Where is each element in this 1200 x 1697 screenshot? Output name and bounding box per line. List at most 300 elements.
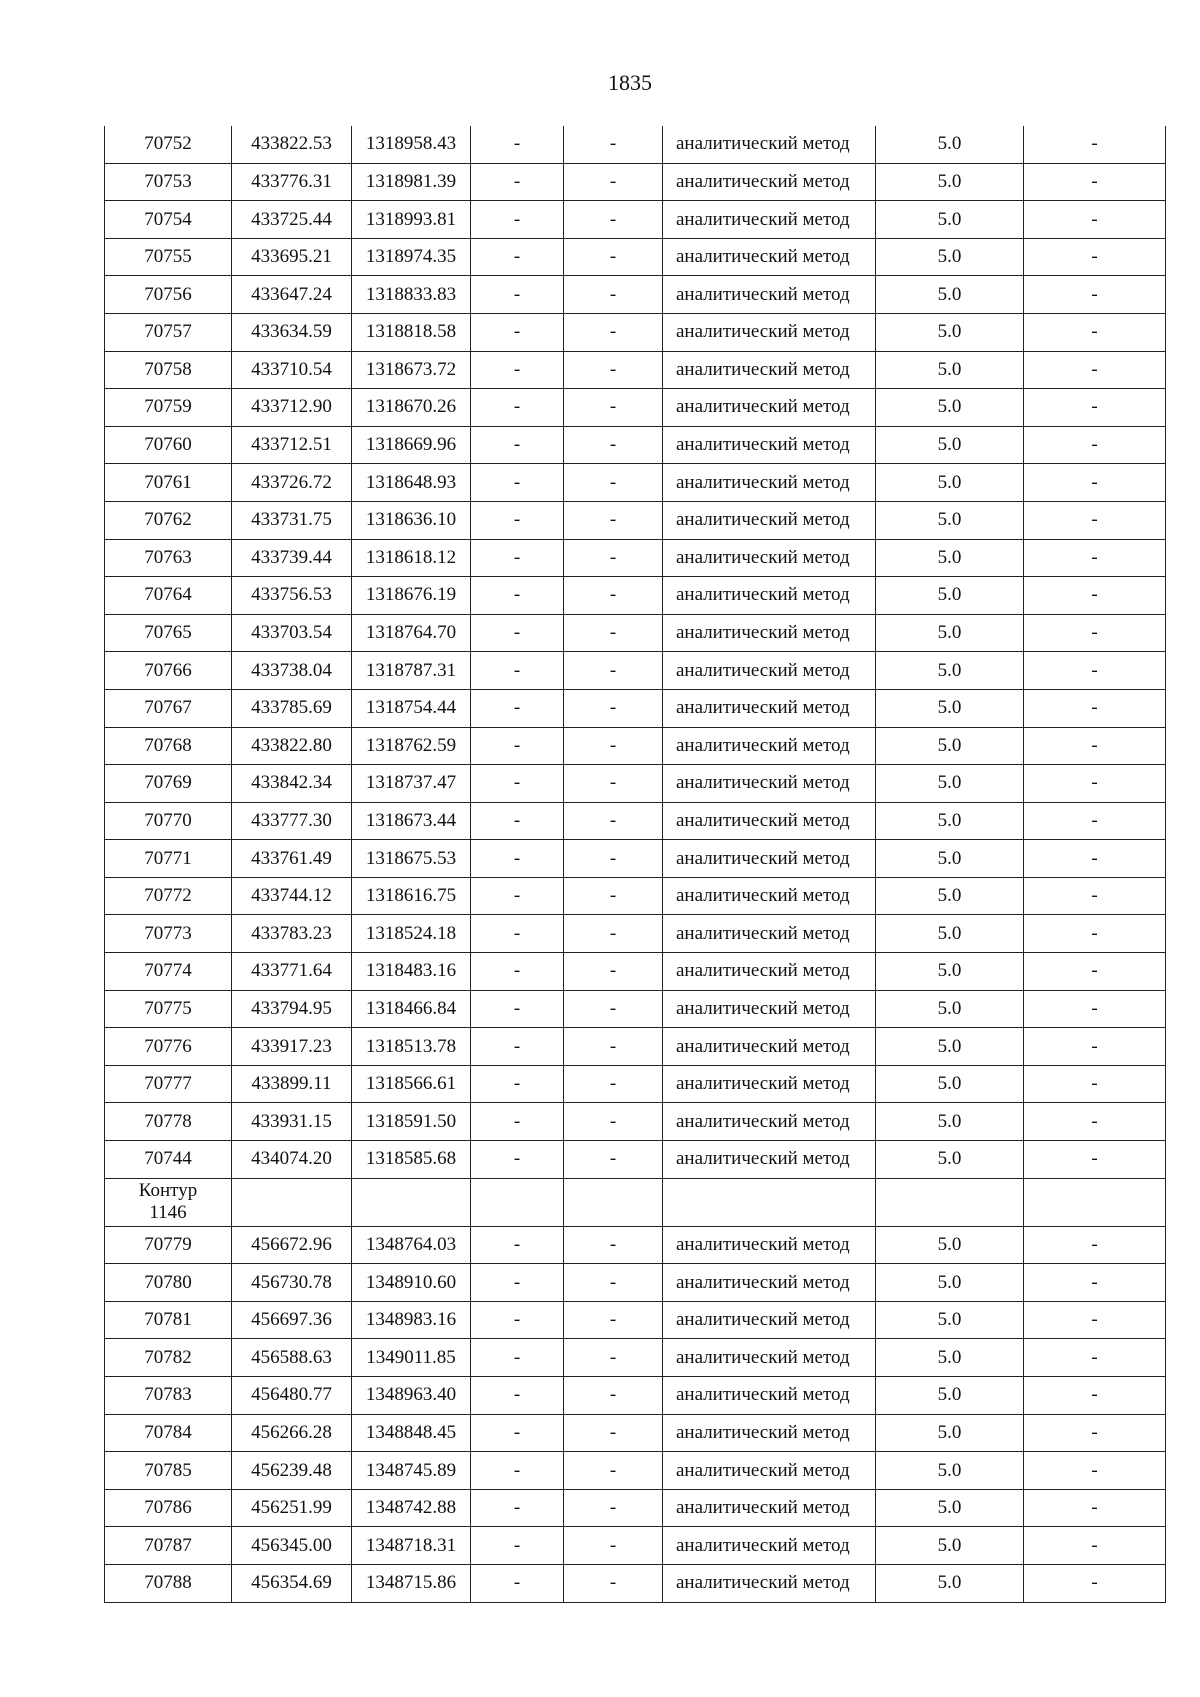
method-cell: аналитический метод [663,313,876,351]
method-cell: аналитический метод [663,990,876,1028]
contour-label [105,1178,232,1226]
point-number-cell: 70787 [105,1527,232,1565]
dash-cell: - [1024,1489,1166,1527]
x-coordinate-cell: 433917.23 [232,1028,352,1066]
dash-cell: - [564,1377,663,1415]
table-row [105,1301,1166,1339]
dash-cell: - [1024,1301,1166,1339]
dash-cell: - [1024,351,1166,389]
dash-cell: - [471,1377,564,1415]
dash-cell: - [564,1414,663,1452]
accuracy-cell: 5.0 [876,915,1024,953]
y-coordinate-cell: 1318981.39 [352,163,471,201]
x-coordinate-cell: 433712.90 [232,389,352,427]
method-cell: аналитический метод [663,501,876,539]
table-row [105,915,1166,953]
y-coordinate-cell: 1348715.86 [352,1564,471,1602]
empty-cell [471,1178,564,1226]
dash-cell: - [471,1103,564,1141]
empty-cell [564,1178,663,1226]
point-number-cell: 70786 [105,1489,232,1527]
y-coordinate-cell: 1348742.88 [352,1489,471,1527]
table-row [105,1141,1166,1179]
x-coordinate-cell: 456697.36 [232,1301,352,1339]
y-coordinate-cell: 1318524.18 [352,915,471,953]
method-cell: аналитический метод [663,1339,876,1377]
dash-cell: - [564,1103,663,1141]
dash-cell: - [471,1489,564,1527]
y-coordinate-cell: 1318566.61 [352,1065,471,1103]
dash-cell: - [1024,163,1166,201]
point-number-cell: 70753 [105,163,232,201]
contour-word: Контур [138,1180,198,1202]
dash-cell: - [564,802,663,840]
dash-cell: - [1024,389,1166,427]
x-coordinate-cell: 456480.77 [232,1377,352,1415]
table-row [105,1065,1166,1103]
dash-cell: - [471,727,564,765]
dash-cell: - [471,877,564,915]
dash-cell: - [471,238,564,276]
method-cell: аналитический метод [663,953,876,991]
dash-cell: - [471,1527,564,1565]
x-coordinate-cell: 456588.63 [232,1339,352,1377]
dash-cell: - [1024,915,1166,953]
method-cell: аналитический метод [663,1065,876,1103]
y-coordinate-cell: 1318591.50 [352,1103,471,1141]
dash-cell: - [471,163,564,201]
accuracy-cell: 5.0 [876,1377,1024,1415]
table-row [105,126,1166,163]
accuracy-cell: 5.0 [876,953,1024,991]
method-cell: аналитический метод [663,1489,876,1527]
dash-cell: - [1024,126,1166,163]
dash-cell: - [1024,577,1166,615]
empty-cell [876,1178,1024,1226]
table-row [105,840,1166,878]
method-cell: аналитический метод [663,126,876,163]
point-number-cell: 70779 [105,1226,232,1264]
dash-cell: - [564,877,663,915]
point-number-cell: 70772 [105,877,232,915]
x-coordinate-cell: 433783.23 [232,915,352,953]
method-cell: аналитический метод [663,1301,876,1339]
dash-cell: - [1024,1028,1166,1066]
accuracy-cell: 5.0 [876,426,1024,464]
accuracy-cell: 5.0 [876,802,1024,840]
table-row [105,953,1166,991]
accuracy-cell: 5.0 [876,351,1024,389]
x-coordinate-cell: 433731.75 [232,501,352,539]
y-coordinate-cell: 1318616.75 [352,877,471,915]
method-cell: аналитический метод [663,426,876,464]
point-number-cell: 70758 [105,351,232,389]
accuracy-cell: 5.0 [876,1065,1024,1103]
empty-cell [232,1178,352,1226]
method-cell: аналитический метод [663,802,876,840]
method-cell: аналитический метод [663,840,876,878]
x-coordinate-cell: 456354.69 [232,1564,352,1602]
dash-cell: - [564,163,663,201]
dash-cell: - [564,1226,663,1264]
y-coordinate-cell: 1318993.81 [352,201,471,239]
x-coordinate-cell: 433931.15 [232,1103,352,1141]
table-row [105,614,1166,652]
x-coordinate-cell: 433761.49 [232,840,352,878]
accuracy-cell: 5.0 [876,539,1024,577]
y-coordinate-cell: 1318833.83 [352,276,471,314]
dash-cell: - [564,276,663,314]
accuracy-cell: 5.0 [876,1527,1024,1565]
x-coordinate-cell: 433738.04 [232,652,352,690]
accuracy-cell: 5.0 [876,1489,1024,1527]
point-number-cell: 70755 [105,238,232,276]
accuracy-cell: 5.0 [876,577,1024,615]
x-coordinate-cell: 433739.44 [232,539,352,577]
dash-cell: - [471,1452,564,1490]
dash-cell: - [564,426,663,464]
x-coordinate-cell: 433776.31 [232,163,352,201]
dash-cell: - [564,953,663,991]
accuracy-cell: 5.0 [876,163,1024,201]
dash-cell: - [564,501,663,539]
dash-cell: - [471,1226,564,1264]
dash-cell: - [1024,1452,1166,1490]
point-number-cell: 70762 [105,501,232,539]
accuracy-cell: 5.0 [876,614,1024,652]
method-cell: аналитический метод [663,1527,876,1565]
accuracy-cell: 5.0 [876,1103,1024,1141]
method-cell: аналитический метод [663,577,876,615]
point-number-cell: 70766 [105,652,232,690]
method-cell: аналитический метод [663,1564,876,1602]
y-coordinate-cell: 1318737.47 [352,765,471,803]
dash-cell: - [564,1028,663,1066]
dash-cell: - [564,1452,663,1490]
x-coordinate-cell: 433794.95 [232,990,352,1028]
table-body [105,126,1166,1602]
dash-cell: - [1024,1065,1166,1103]
y-coordinate-cell: 1349011.85 [352,1339,471,1377]
dash-cell: - [471,426,564,464]
dash-cell: - [564,727,663,765]
x-coordinate-cell: 456672.96 [232,1226,352,1264]
accuracy-cell: 5.0 [876,1452,1024,1490]
dash-cell: - [471,577,564,615]
y-coordinate-cell: 1318762.59 [352,727,471,765]
dash-cell: - [1024,1103,1166,1141]
page-number: 1835 [608,70,652,95]
dash-cell: - [1024,1377,1166,1415]
table-row [105,238,1166,276]
x-coordinate-cell: 456730.78 [232,1264,352,1302]
accuracy-cell: 5.0 [876,1264,1024,1302]
point-number-cell: 70752 [105,126,232,163]
dash-cell: - [1024,877,1166,915]
point-number-cell: 70744 [105,1141,232,1179]
point-number-cell: 70771 [105,840,232,878]
dash-cell: - [1024,953,1166,991]
table-row [105,1527,1166,1565]
dash-cell: - [1024,614,1166,652]
dash-cell: - [471,840,564,878]
dash-cell: - [1024,990,1166,1028]
dash-cell: - [564,313,663,351]
dash-cell: - [471,351,564,389]
dash-cell: - [1024,689,1166,727]
table-row [105,201,1166,239]
point-number-cell: 70783 [105,1377,232,1415]
method-cell: аналитический метод [663,539,876,577]
method-cell: аналитический метод [663,1264,876,1302]
contour-number: 1146 [149,1202,187,1224]
dash-cell: - [564,614,663,652]
dash-cell: - [471,689,564,727]
accuracy-cell: 5.0 [876,201,1024,239]
dash-cell: - [564,1489,663,1527]
table-row [105,389,1166,427]
accuracy-cell: 5.0 [876,1141,1024,1179]
table-row [105,464,1166,502]
table-row [105,1339,1166,1377]
dash-cell: - [1024,1339,1166,1377]
dash-cell: - [1024,1527,1166,1565]
accuracy-cell: 5.0 [876,126,1024,163]
dash-cell: - [471,990,564,1028]
dash-cell: - [1024,727,1166,765]
x-coordinate-cell: 456239.48 [232,1452,352,1490]
accuracy-cell: 5.0 [876,276,1024,314]
dash-cell: - [1024,201,1166,239]
method-cell: аналитический метод [663,614,876,652]
table-row [105,276,1166,314]
y-coordinate-cell: 1348983.16 [352,1301,471,1339]
table-row [105,426,1166,464]
method-cell: аналитический метод [663,351,876,389]
point-number-cell: 70761 [105,464,232,502]
accuracy-cell: 5.0 [876,840,1024,878]
y-coordinate-cell: 1318754.44 [352,689,471,727]
point-number-cell: 70778 [105,1103,232,1141]
dash-cell: - [471,126,564,163]
dash-cell: - [564,126,663,163]
dash-cell: - [471,915,564,953]
accuracy-cell: 5.0 [876,1226,1024,1264]
table-row [105,577,1166,615]
point-number-cell: 70770 [105,802,232,840]
x-coordinate-cell: 433647.24 [232,276,352,314]
table-row [105,1226,1166,1264]
table-row [105,539,1166,577]
dash-cell: - [564,1339,663,1377]
y-coordinate-cell: 1318618.12 [352,539,471,577]
dash-cell: - [564,1564,663,1602]
accuracy-cell: 5.0 [876,238,1024,276]
table-row [105,1103,1166,1141]
accuracy-cell: 5.0 [876,1339,1024,1377]
point-number-cell: 70784 [105,1414,232,1452]
table-row [105,1414,1166,1452]
table-row [105,727,1166,765]
y-coordinate-cell: 1318787.31 [352,652,471,690]
dash-cell: - [471,953,564,991]
dash-cell: - [1024,276,1166,314]
y-coordinate-cell: 1318466.84 [352,990,471,1028]
y-coordinate-cell: 1348848.45 [352,1414,471,1452]
point-number-cell: 70769 [105,765,232,803]
point-number-cell: 70775 [105,990,232,1028]
dash-cell: - [564,351,663,389]
dash-cell: - [1024,1264,1166,1302]
y-coordinate-cell: 1348764.03 [352,1226,471,1264]
accuracy-cell: 5.0 [876,464,1024,502]
dash-cell: - [1024,1226,1166,1264]
dash-cell: - [1024,313,1166,351]
point-number-cell: 70763 [105,539,232,577]
point-number-cell: 70776 [105,1028,232,1066]
accuracy-cell: 5.0 [876,501,1024,539]
dash-cell: - [564,765,663,803]
dash-cell: - [564,1065,663,1103]
dash-cell: - [471,1264,564,1302]
point-number-cell: 70774 [105,953,232,991]
point-number-cell: 70773 [105,915,232,953]
dash-cell: - [564,464,663,502]
method-cell: аналитический метод [663,1377,876,1415]
x-coordinate-cell: 433725.44 [232,201,352,239]
accuracy-cell: 5.0 [876,1564,1024,1602]
x-coordinate-cell: 433822.53 [232,126,352,163]
dash-cell: - [1024,539,1166,577]
y-coordinate-cell: 1348963.40 [352,1377,471,1415]
accuracy-cell: 5.0 [876,990,1024,1028]
point-number-cell: 70759 [105,389,232,427]
y-coordinate-cell: 1318673.44 [352,802,471,840]
dash-cell: - [471,1141,564,1179]
accuracy-cell: 5.0 [876,689,1024,727]
dash-cell: - [471,201,564,239]
x-coordinate-cell: 433785.69 [232,689,352,727]
method-cell: аналитический метод [663,238,876,276]
y-coordinate-cell: 1318669.96 [352,426,471,464]
method-cell: аналитический метод [663,727,876,765]
table-row [105,1489,1166,1527]
dash-cell: - [564,1301,663,1339]
dash-cell: - [1024,1414,1166,1452]
method-cell: аналитический метод [663,915,876,953]
coordinates-table [104,126,1166,1603]
table-row [105,802,1166,840]
method-cell: аналитический метод [663,652,876,690]
table-row [105,1377,1166,1415]
dash-cell: - [564,539,663,577]
table-row [105,689,1166,727]
accuracy-cell: 5.0 [876,877,1024,915]
y-coordinate-cell: 1318648.93 [352,464,471,502]
x-coordinate-cell: 433695.21 [232,238,352,276]
y-coordinate-cell: 1318673.72 [352,351,471,389]
dash-cell: - [564,652,663,690]
x-coordinate-cell: 434074.20 [232,1141,352,1179]
point-number-cell: 70781 [105,1301,232,1339]
table-row [105,351,1166,389]
point-number-cell: 70764 [105,577,232,615]
table-row [105,501,1166,539]
dash-cell: - [564,990,663,1028]
x-coordinate-cell: 433822.80 [232,727,352,765]
x-coordinate-cell: 456266.28 [232,1414,352,1452]
dash-cell: - [1024,501,1166,539]
dash-cell: - [564,201,663,239]
x-coordinate-cell: 433744.12 [232,877,352,915]
table-row [105,163,1166,201]
table-row [105,652,1166,690]
dash-cell: - [471,501,564,539]
x-coordinate-cell: 433756.53 [232,577,352,615]
dash-cell: - [471,1339,564,1377]
method-cell: аналитический метод [663,1452,876,1490]
dash-cell: - [1024,1564,1166,1602]
method-cell: аналитический метод [663,276,876,314]
y-coordinate-cell: 1348745.89 [352,1452,471,1490]
method-cell: аналитический метод [663,689,876,727]
x-coordinate-cell: 433771.64 [232,953,352,991]
dash-cell: - [564,1264,663,1302]
dash-cell: - [1024,840,1166,878]
y-coordinate-cell: 1318483.16 [352,953,471,991]
dash-cell: - [471,313,564,351]
method-cell: аналитический метод [663,1414,876,1452]
point-number-cell: 70765 [105,614,232,652]
x-coordinate-cell: 433777.30 [232,802,352,840]
y-coordinate-cell: 1318585.68 [352,1141,471,1179]
x-coordinate-cell: 433703.54 [232,614,352,652]
method-cell: аналитический метод [663,1226,876,1264]
dash-cell: - [1024,765,1166,803]
contour-header-row [105,1178,1166,1226]
point-number-cell: 70757 [105,313,232,351]
x-coordinate-cell: 433634.59 [232,313,352,351]
dash-cell: - [471,389,564,427]
dash-cell: - [471,652,564,690]
dash-cell: - [564,389,663,427]
empty-cell [663,1178,876,1226]
x-coordinate-cell: 433726.72 [232,464,352,502]
dash-cell: - [564,1527,663,1565]
accuracy-cell: 5.0 [876,1414,1024,1452]
method-cell: аналитический метод [663,1028,876,1066]
dash-cell: - [471,765,564,803]
point-number-cell: 70777 [105,1065,232,1103]
method-cell: аналитический метод [663,765,876,803]
x-coordinate-cell: 456251.99 [232,1489,352,1527]
method-cell: аналитический метод [663,163,876,201]
dash-cell: - [471,1028,564,1066]
point-number-cell: 70767 [105,689,232,727]
point-number-cell: 70780 [105,1264,232,1302]
point-number-cell: 70768 [105,727,232,765]
table-row [105,1028,1166,1066]
table-row [105,1264,1166,1302]
point-number-cell: 70756 [105,276,232,314]
method-cell: аналитический метод [663,389,876,427]
y-coordinate-cell: 1348910.60 [352,1264,471,1302]
table-row [105,1564,1166,1602]
point-number-cell: 70760 [105,426,232,464]
y-coordinate-cell: 1318670.26 [352,389,471,427]
table-row [105,1452,1166,1490]
dash-cell: - [1024,652,1166,690]
